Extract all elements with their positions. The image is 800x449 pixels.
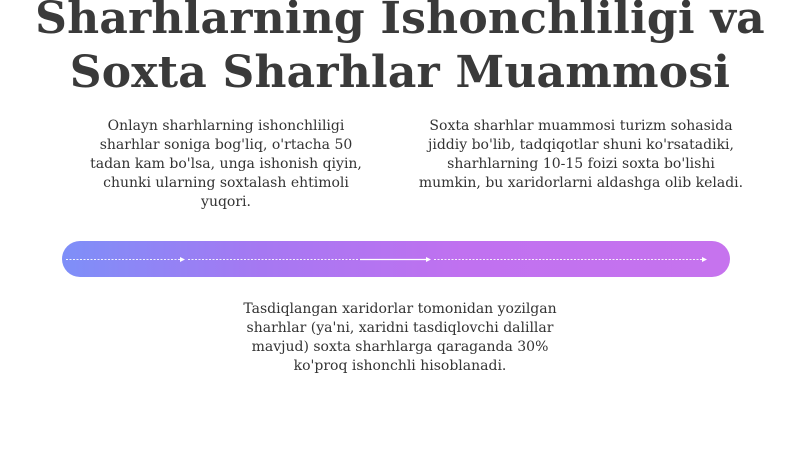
arrow-icon (426, 257, 431, 262)
text-block-right: Soxta sharhlar muammosi turizm sohasida jiddiy bo'lib, tadqiqotlar shuni ko'rsatadiki, sharhlarning 10-15 foizi soxta bo'lishi mumkin, bu xaridorlarni aldashga olib keladi. (418, 118, 744, 191)
text-block-center: Tasdiqlangan xaridorlar tomonidan yozilgan sharhlar (ya'ni, xaridni tasdiqlovchi dalillar mavjud) soxta sharhlarga qaraganda 30% ko'proq ishonchli hisoblanadi. (243, 301, 557, 374)
arrow-icon (702, 257, 707, 262)
slide-title: Sharhlarning Ishonchliligi va Soxta Sharhlar Muammosi (35, 0, 765, 98)
text-block-left: Onlayn sharhlarning ishonchliligi sharhlar soniga bog'liq, o'rtacha 50 tadan kam bo'lsa, unga ishonish qiyin, chunki ularning soxtalash ehtimoli yuqori. (90, 118, 362, 210)
timeline-arrows (62, 241, 730, 277)
arrow-icon (180, 257, 185, 262)
timeline-bar (62, 241, 730, 277)
